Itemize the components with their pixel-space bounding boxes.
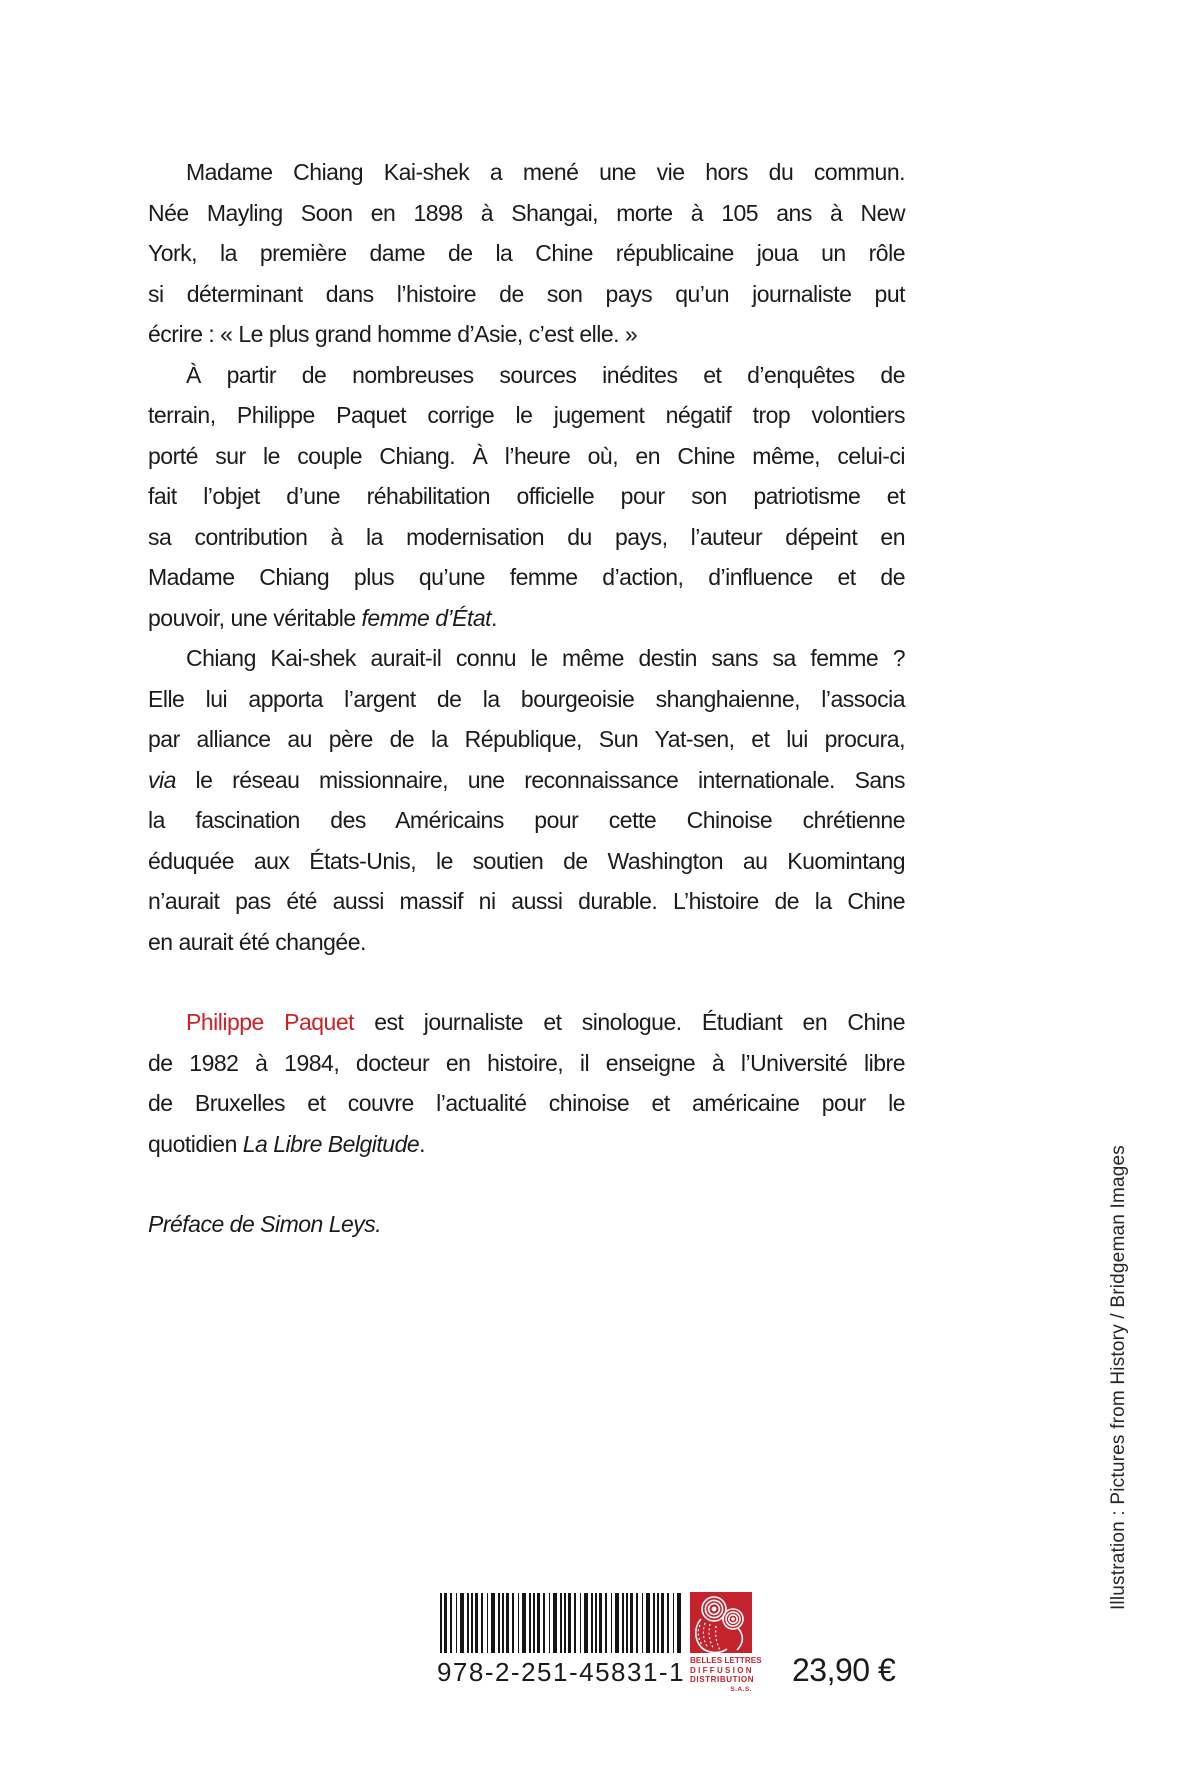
photo-credit: Illustration : Pictures from History / Bridgeman Images bbox=[1108, 1144, 1129, 1610]
paragraph bbox=[148, 1002, 905, 1164]
text-segment: est journaliste et sinologue. Étudiant en Chine bbox=[354, 1009, 905, 1035]
text-line bbox=[148, 1204, 905, 1245]
text-segment: le réseau missionnaire, une reconnaissance internationale. Sans bbox=[175, 766, 905, 793]
author-name: Philippe Paquet bbox=[186, 1009, 354, 1035]
text-segment: si déterminant dans l’histoire de son pays qu’un journaliste put bbox=[148, 280, 905, 307]
text-line bbox=[148, 719, 905, 760]
text-segment: écrire : « Le plus grand homme d’Asie, c’est elle. » bbox=[148, 321, 638, 347]
text-segment: . bbox=[491, 604, 497, 631]
text-segment: en aurait été changée. bbox=[148, 928, 366, 955]
publisher-suffix: S.A.S. bbox=[730, 1685, 752, 1693]
italic-text: Préface de Simon Leys. bbox=[148, 1211, 382, 1237]
price-label: 23,90 € bbox=[792, 1652, 896, 1688]
text-line bbox=[148, 1002, 905, 1043]
text-line bbox=[148, 152, 905, 193]
text-segment: Madame Chiang plus qu’une femme d’action, d’influence et de bbox=[148, 564, 905, 590]
text-line bbox=[148, 274, 905, 315]
publisher-logo bbox=[690, 1592, 762, 1694]
text-segment: Née Mayling Soon en 1898 à Shangai, morte à 105 ans à New bbox=[148, 199, 905, 226]
paragraph bbox=[148, 355, 905, 639]
text-line bbox=[148, 638, 905, 679]
text-segment: de 1982 à 1984, docteur en histoire, il enseigne à l’Université libre bbox=[148, 1049, 905, 1076]
text-segment: éduquée aux États-Unis, le soutien de Washington au Kuomintang bbox=[148, 847, 905, 874]
text-segment: Elle lui apporta l’argent de la bourgeoisie shanghaienne, l’associa bbox=[148, 685, 905, 712]
publisher-line-2: DIFFUSION bbox=[690, 1665, 754, 1675]
text-line bbox=[148, 1124, 905, 1165]
text-line bbox=[148, 193, 905, 234]
text-segment: la fascination des Américains pour cette Chinoise chrétienne bbox=[148, 807, 905, 833]
publisher-line-3: DISTRIBUTION bbox=[690, 1675, 755, 1684]
text-line bbox=[148, 233, 905, 274]
publisher-line-1: BELLES LETTRES bbox=[690, 1656, 762, 1665]
italic-text: femme d’État bbox=[361, 604, 492, 631]
text-line bbox=[148, 395, 905, 436]
text-line bbox=[148, 922, 905, 963]
text-segment: À partir de nombreuses sources inédites et d’enquêtes de bbox=[186, 361, 905, 388]
text-segment: fait l’objet d’une réhabilitation officielle pour son patriotisme et bbox=[148, 483, 905, 509]
barcode bbox=[440, 1593, 682, 1653]
text-line bbox=[148, 1083, 905, 1124]
text-line bbox=[148, 314, 905, 355]
back-cover-text bbox=[148, 152, 905, 1245]
paragraph bbox=[148, 1204, 905, 1245]
text-segment: . bbox=[419, 1130, 426, 1157]
text-line bbox=[148, 841, 905, 882]
text-segment: n’aurait pas été aussi massif ni aussi durable. L’histoire de la Chine bbox=[148, 888, 905, 914]
text-segment: Madame Chiang Kai-shek a mené une vie hors du commun. bbox=[186, 159, 905, 185]
text-segment: porté sur le couple Chiang. À l’heure où, en Chine même, celui-ci bbox=[148, 442, 905, 469]
text-segment: terrain, Philippe Paquet corrige le jugement négatif trop volontiers bbox=[148, 402, 905, 428]
text-line bbox=[148, 436, 905, 477]
text-line bbox=[148, 679, 905, 720]
text-line bbox=[148, 476, 905, 517]
text-segment: pouvoir, une véritable bbox=[148, 604, 362, 631]
owl-logo-icon bbox=[690, 1592, 752, 1653]
isbn-number: 978-2-251-45831-1 bbox=[436, 1657, 686, 1687]
text-segment: York, la première dame de la Chine républicaine joua un rôle bbox=[148, 240, 905, 266]
text-segment: Chiang Kai-shek aurait-il connu le même destin sans sa femme ? bbox=[186, 645, 905, 671]
italic-text: La Libre Belgitude bbox=[242, 1130, 420, 1157]
paragraph bbox=[148, 152, 905, 355]
text-line bbox=[148, 355, 905, 396]
text-line bbox=[148, 557, 905, 598]
paragraph bbox=[148, 638, 905, 962]
text-line bbox=[148, 598, 905, 639]
text-line bbox=[148, 517, 905, 558]
text-line bbox=[148, 760, 905, 801]
text-line bbox=[148, 881, 905, 922]
italic-text: via bbox=[148, 766, 176, 793]
publisher-name bbox=[690, 1656, 762, 1694]
text-segment: par alliance au père de la République, Sun Yat-sen, et lui procura, bbox=[148, 726, 905, 752]
text-line bbox=[148, 1043, 905, 1084]
text-segment: sa contribution à la modernisation du pays, l’auteur dépeint en bbox=[148, 523, 905, 550]
text-segment: quotidien bbox=[148, 1130, 243, 1157]
text-line bbox=[148, 800, 905, 841]
text-segment: de Bruxelles et couvre l’actualité chinoise et américaine pour le bbox=[148, 1090, 905, 1116]
